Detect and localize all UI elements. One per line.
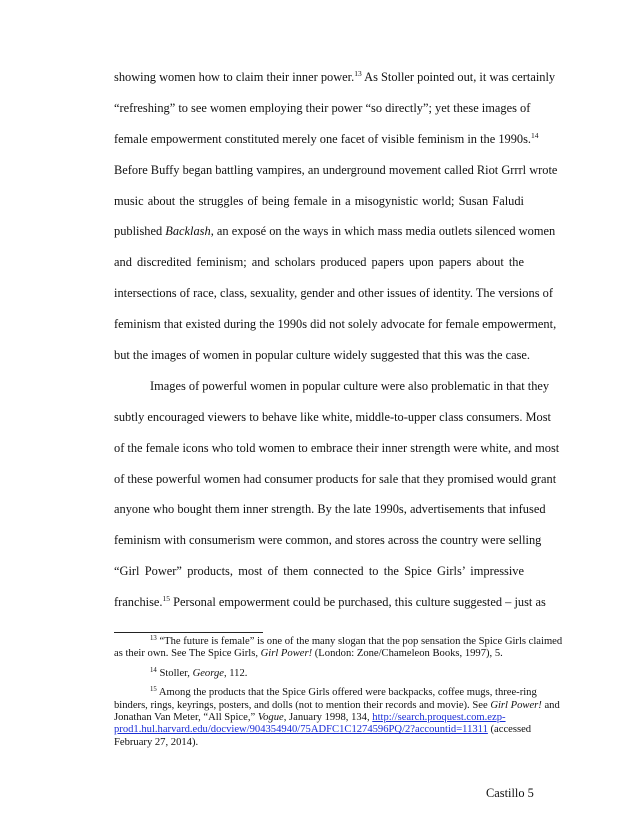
- footnote-separator: [114, 632, 263, 633]
- footnote: [114, 635, 563, 661]
- footnote: [114, 686, 560, 749]
- footnote: [114, 668, 526, 680]
- body-line: feminism that existed during the 1990s did not solely advocate for female empowerment,: [114, 317, 557, 332]
- footnote-line: $^{14}$ Stoller, George, 112.: [150, 666, 248, 679]
- body-line: “Girl Power” products, most of them connected to the Spice Girls’ impressive: [114, 564, 524, 579]
- footnotes: [114, 635, 563, 756]
- body-line: “refreshing” to see women employing their power “so directly”; yet these images of: [114, 100, 531, 115]
- body-line: published Backlash, an exposé on the ways in which mass media outlets silenced women: [114, 224, 556, 239]
- footnote-line: $^{13}$ “The future is female” is one of the many slogan that the pop sensation the Spice Girls claimed: [150, 635, 563, 647]
- page-number: Castillo 5: [486, 786, 534, 800]
- body-line: of these powerful women had consumer products for sale that they promised would grant: [114, 471, 557, 486]
- body-text: [114, 62, 560, 618]
- body-line: music about the struggles of being female in a misogynistic world; Susan Faludi: [114, 193, 524, 208]
- footnote-line[interactable]: prod1.hul.harvard.edu/docview/904354940/75ADFC1C1274596PQ/2?accountid=11311 (accessed: [114, 724, 532, 736]
- body-line: subtly encouraged viewers to behave like white, middle-to-upper class consumers. Most: [114, 409, 551, 424]
- footnote-line: February 27, 2014).: [114, 736, 199, 748]
- body-line: Before Buffy began battling vampires, an underground movement called Riot Grrrl wrote: [114, 162, 558, 177]
- body-line: feminism with consumerism were common, and stores across the country were selling: [114, 533, 542, 548]
- body-line: but the images of women in popular culture widely suggested that this was the case.: [114, 348, 531, 363]
- footnote-line: as their own. See The Spice Girls, Girl Power! (London: Zone/Chameleon Books, 1997), 5.: [114, 648, 503, 660]
- body-line: Images of powerful women in popular culture were also problematic in that they: [150, 378, 550, 393]
- footnote-line: binders, rings, keyrings, posters, and dolls (not to mention their records and movie). See Girl Power! and: [114, 699, 560, 711]
- body-line: anyone who bought them inner strength. By the late 1990s, advertisements that infused: [114, 502, 546, 517]
- body-line: showing women how to claim their inner power.$^{13}$ As Stoller pointed out, it was certainly: [114, 69, 556, 84]
- body-line: franchise.$^{15}$ Personal empowerment could be purchased, this culture suggested – just as: [114, 594, 546, 610]
- body-line: intersections of race, class, sexuality, gender and other issues of identity. The versions of: [114, 286, 553, 301]
- footnote-line: $^{15}$ Among the products that the Spice Girls offered were backpacks, coffee mugs, three-ring: [150, 686, 537, 699]
- body-line: and discredited feminism; and scholars produced papers upon papers about the: [114, 255, 524, 270]
- body-line: of the female icons who told women to embrace their inner strength were white, and most: [114, 440, 560, 455]
- body-line: female empowerment constituted merely one facet of visible feminism in the 1990s.$^{14}$: [114, 130, 539, 146]
- footnote-line[interactable]: Jonathan Van Meter, “All Spice,” Vogue, January 1998, 134, http://search.proquest.com.ezp-: [114, 712, 506, 724]
